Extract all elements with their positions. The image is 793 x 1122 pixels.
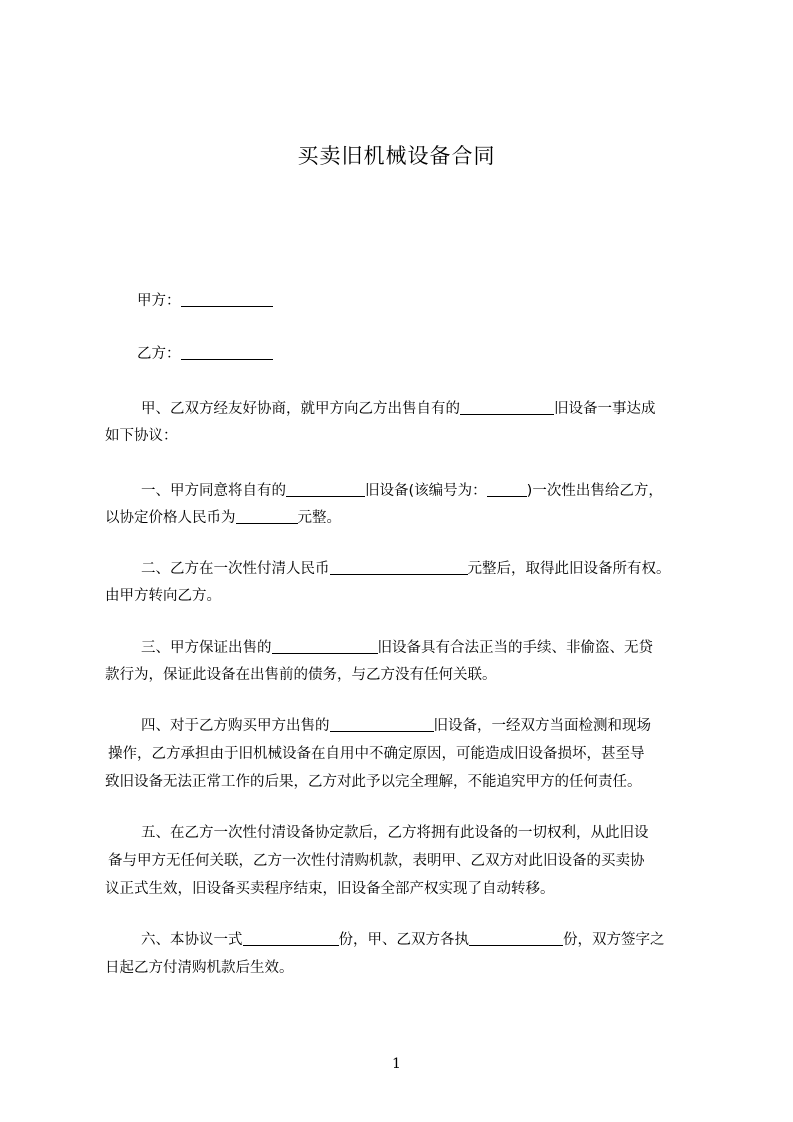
clause2-line-2: 由甲方转向乙方。	[105, 588, 221, 604]
intro-text-1: 甲、乙双方经友好协商，就甲方向乙方出售自有的	[141, 401, 460, 417]
clause2-blank-amount	[330, 558, 468, 575]
clause1-blank-device	[286, 480, 365, 497]
clause1-blank-price	[236, 507, 298, 524]
clause1-text-5: 元整。	[297, 510, 341, 526]
clause4-line-2: 操作，乙方承担由于旧机械设备在自用中不确定原因，可能造成旧设备损坏，甚至导	[108, 746, 645, 762]
clause6-blank-each	[469, 929, 563, 946]
party-b-line	[137, 340, 747, 369]
page-number: 1	[392, 1056, 401, 1072]
party-a-blank	[181, 290, 273, 307]
clause1-blank-serial	[487, 480, 527, 497]
party-b-blank	[181, 343, 273, 360]
party-b-label: 乙方：	[137, 346, 181, 362]
clause2-text-1: 二、乙方在一次性付清人民币	[141, 561, 330, 577]
clause4-blank-device	[330, 715, 434, 732]
clause2-text-2: 元整后，取得此旧设备所有权。	[467, 561, 671, 577]
clause5-line-2: 备与甲方无任何关联，乙方一次性付清购机款，表明甲、乙双方对此旧设备的买卖协	[108, 853, 645, 869]
clause3-text-1: 三、甲方保证出售的	[141, 640, 272, 656]
party-a-line	[137, 287, 747, 316]
clause4-line-1	[141, 712, 711, 741]
clause6-text-3: 份，双方签字之	[563, 932, 665, 948]
clause1-text-3: )一次性出售给乙方，	[526, 483, 663, 499]
clause5-line-3: 议正式生效，旧设备买卖程序结束，旧设备全部产权实现了自动转移。	[105, 881, 555, 897]
intro-blank	[460, 398, 554, 415]
clause3-blank-device	[272, 637, 378, 654]
clause3-line-2: 款行为，保证此设备在出售前的债务，与乙方没有任何关联。	[105, 667, 497, 683]
clause1-line-1	[141, 477, 711, 506]
clause1-text-4: 以协定价格人民币为	[105, 510, 236, 526]
clause2-line-1	[141, 555, 711, 584]
intro-line-1	[141, 395, 711, 424]
clause6-line-2: 日起乙方付清购机款后生效。	[105, 960, 294, 976]
clause6-blank-copies	[243, 929, 339, 946]
clause6-text-1: 六、本协议一式	[141, 932, 243, 948]
clause6-text-2: 份，甲、乙双方各执	[338, 932, 469, 948]
clause4-line-3: 致旧设备无法正常工作的后果，乙方对此予以完全理解，不能追究甲方的任何责任。	[105, 774, 642, 790]
clause4-text-1: 四、对于乙方购买甲方出售的	[141, 718, 330, 734]
clause4-text-2: 旧设备，一经双方当面检测和现场	[433, 718, 651, 734]
intro-text-2: 旧设备一事达成	[554, 401, 656, 417]
intro-line-2: 如下协议：	[105, 428, 178, 444]
clause1-text-1: 一、甲方同意将自有的	[141, 483, 286, 499]
clause5-line-1: 五、在乙方一次性付清设备协定款后，乙方将拥有此设备的一切权利，从此旧设	[141, 825, 649, 841]
clause1-line-2	[105, 504, 715, 533]
clause1-text-2: 旧设备(该编号为：	[365, 483, 487, 499]
party-a-label: 甲方：	[137, 293, 181, 309]
clause6-line-1	[141, 926, 711, 955]
clause3-line-1	[141, 634, 711, 663]
clause3-text-2: 旧设备具有合法正当的手续、非偷盗、无贷	[377, 640, 653, 656]
document-title: 买卖旧机械设备合同	[297, 144, 496, 168]
